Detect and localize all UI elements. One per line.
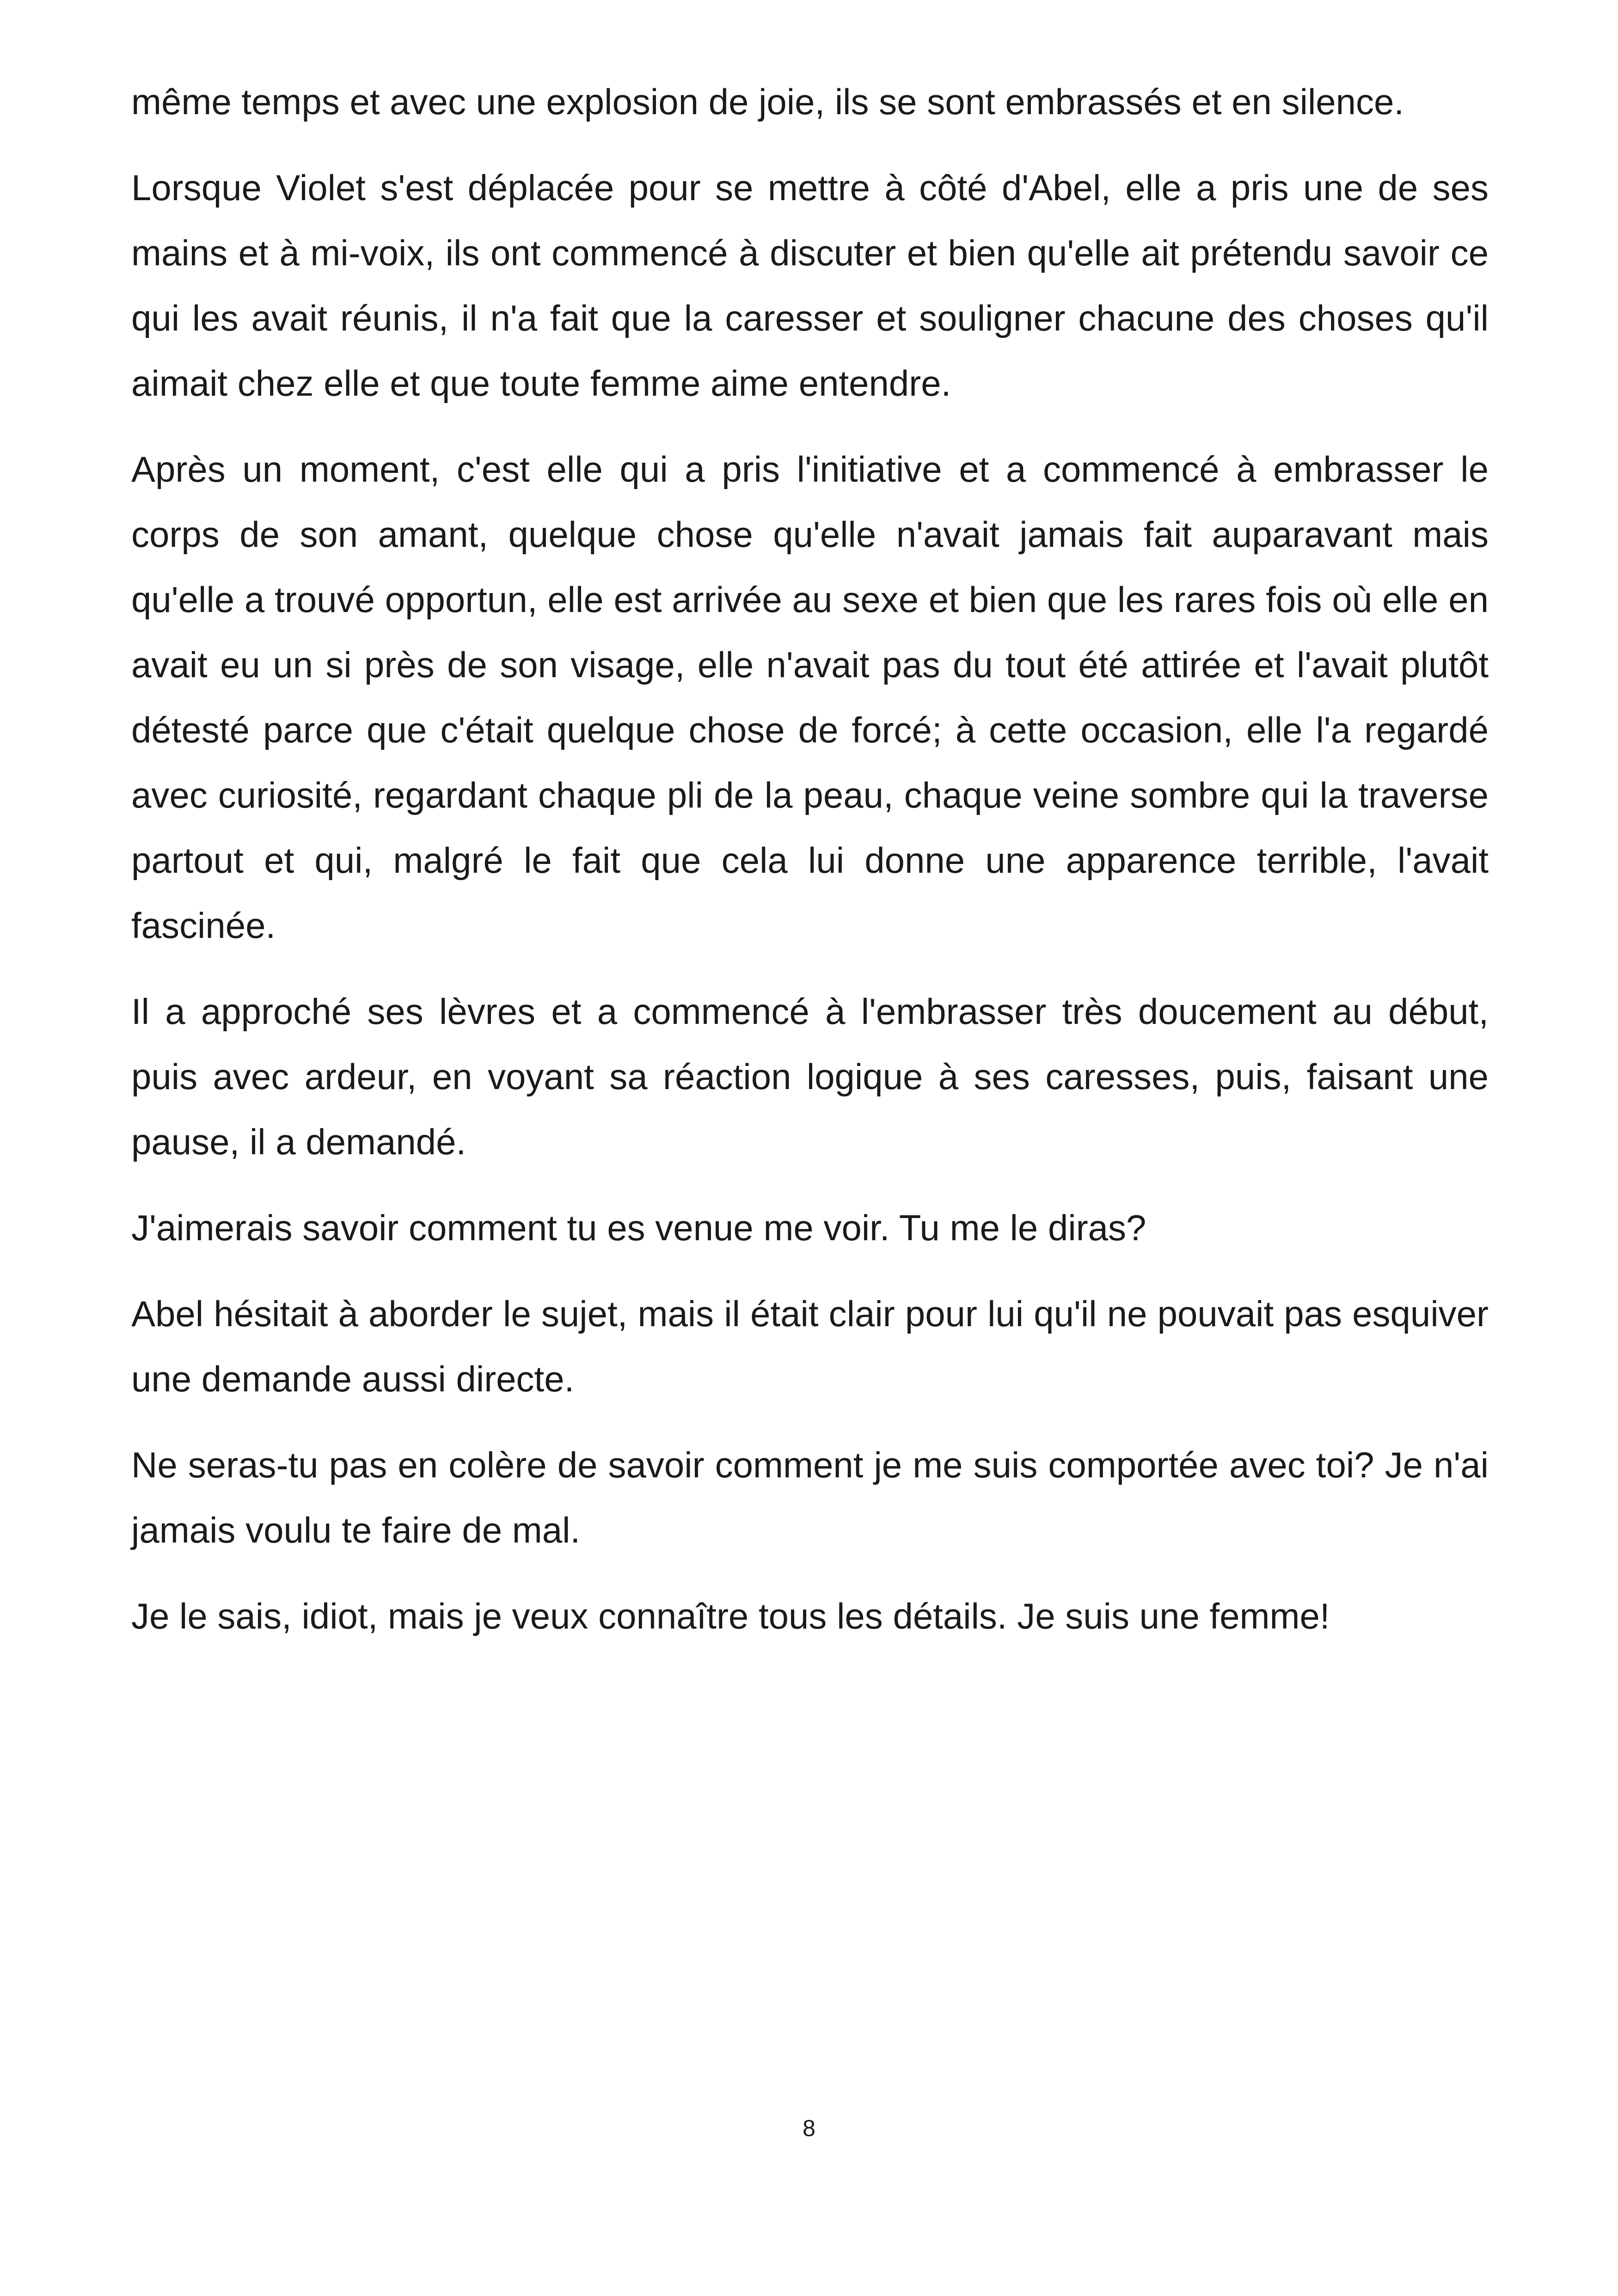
paragraph: Lorsque Violet s'est déplacée pour se mettre à côté d'Abel, elle a pris une de ses mains et à mi-voix, ils ont commencé à discuter et bien qu'elle ait prétendu savoir ce qui les avait réunis, il n'a fait que la caresser et souligner chacune des choses qu'il aimait chez elle et que toute femme aime entendre.	[131, 167, 1489, 404]
paragraph: même temps et avec une explosion de joie, ils se sont embrassés et en silence.	[131, 81, 1404, 122]
body-text	[131, 69, 1489, 1670]
paragraph: Abel hésitait à aborder le sujet, mais il était clair pour lui qu'il ne pouvait pas esquiver une demande aussi directe.	[131, 1293, 1489, 1399]
page-number: 8	[803, 2115, 815, 2141]
paragraph: Il a approché ses lèvres et a commencé à l'embrasser très doucement au début, puis avec ardeur, en voyant sa réaction logique à ses caresses, puis, faisant une pause, il a demandé.	[131, 991, 1489, 1162]
paragraph: J'aimerais savoir comment tu es venue me voir. Tu me le diras?	[131, 1207, 1146, 1248]
paragraph: Après un moment, c'est elle qui a pris l'initiative et a commencé à embrasser le corps de son amant, quelque chose qu'elle n'avait jamais fait auparavant mais qu'elle a trouvé opportun, elle est arrivée au sexe et bien que les rares fois où elle en avait eu un si près de son visage, elle n'avait pas du tout été attirée et l'avait plutôt détesté parce que c'était quelque chose de forcé; à cette occasion, elle l'a regardé avec curiosité, regardant chaque pli de la peau, chaque veine sombre qui la traverse partout et qui, malgré le fait que cela lui donne une apparence terrible, l'avait fascinée.	[131, 449, 1489, 946]
paragraph: Je le sais, idiot, mais je veux connaître tous les détails. Je suis une femme!	[131, 1596, 1330, 1636]
paragraph: Ne seras-tu pas en colère de savoir comment je me suis comportée avec toi? Je n'ai jamais voulu te faire de mal.	[131, 1445, 1489, 1550]
